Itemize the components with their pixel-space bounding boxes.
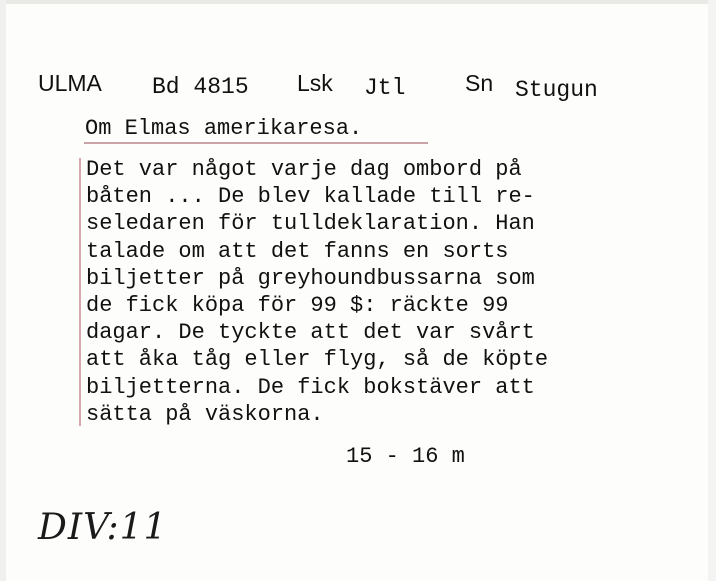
handwritten-note: DIV:11 — [38, 507, 168, 548]
body-line: sätta på väskorna. — [86, 401, 324, 427]
body-line: att åka tåg eller flyg, så de köpte — [86, 347, 549, 373]
body-line: de fick köpa för 99 $: räckte 99 — [86, 292, 509, 318]
body-line: dagar. De tyckte att det var svårt — [86, 320, 535, 346]
body-line: seledaren för tulldeklaration. Han — [86, 211, 535, 237]
margin-rule — [79, 158, 81, 426]
header-name: ULMA — [38, 70, 102, 96]
body-line: biljetterna. De fick bokstäver att — [86, 374, 535, 400]
body-line: båten ... De blev kallade till re- — [86, 184, 535, 210]
title-underline — [84, 142, 428, 144]
record-body — [86, 156, 696, 428]
header-lsk-label: Lsk — [297, 70, 333, 96]
header-lsk-value: Jtl — [364, 75, 406, 101]
body-line: talade om att det fanns en sorts — [86, 238, 509, 264]
header-sn-label: Sn — [465, 70, 494, 96]
body-line: biljetter på greyhoundbussarna som — [86, 265, 535, 291]
card-left-edge — [0, 0, 6, 581]
body-line: Det var något varje dag ombord på — [86, 157, 522, 182]
header-bd: Bd 4815 — [152, 74, 249, 100]
card-right-edge — [708, 0, 716, 581]
record-title: Om Elmas amerikaresa. — [85, 116, 363, 141]
card-top-edge — [0, 0, 716, 4]
header-sn-value: Stugun — [515, 77, 598, 103]
page-range: 15 - 16 m — [346, 444, 465, 469]
